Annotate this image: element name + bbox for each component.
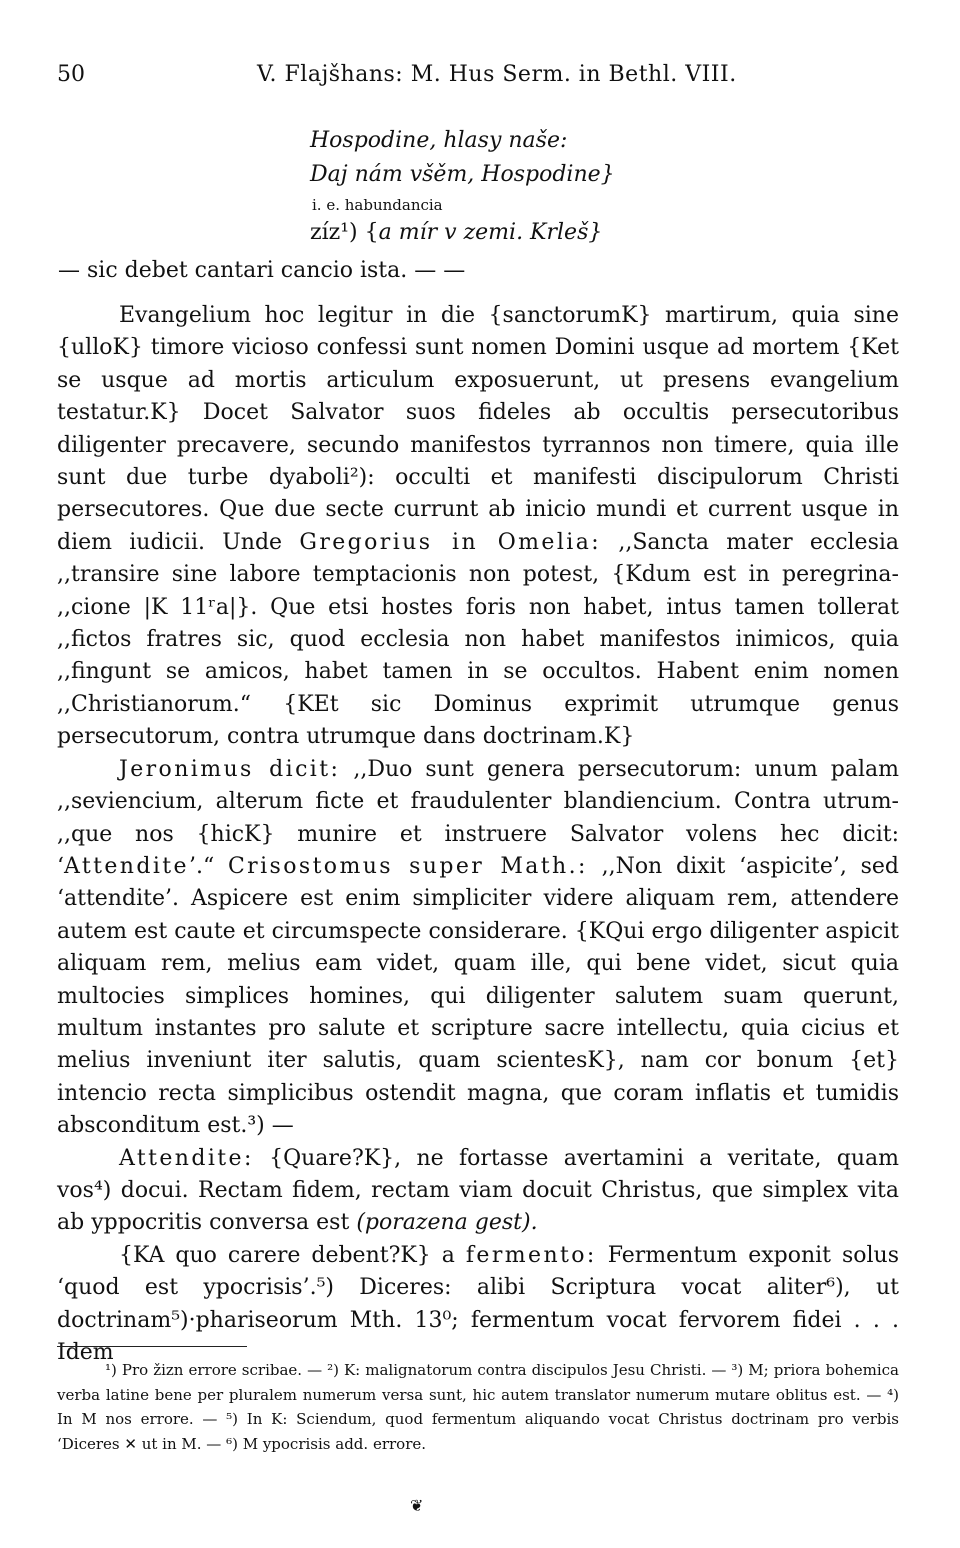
footnote-rule	[57, 1346, 247, 1347]
spaced-citation: Jeronimus dicit:	[119, 756, 341, 782]
verse-line-2: Daj nám všěm, Hospodine}	[310, 162, 615, 187]
spaced-lemma: Attendite	[64, 853, 189, 879]
paragraph-text: Evangelium hoc legitur in die {sanctorumK} martirum, quia sine {ulloK} timore vicioso confessi sunt nomen Domini usque ad mortem {Ket se usque ad mortis articulum exposuerunt, ut presens evangelium testatur.K} Docet Salvator suos fideles ab occultis persecutoribus diligenter precavere, secundo manifestos tyrrannos non timere, quia ille sunt due turbe dyaboli²): occulti et manifesti discipulorum Christi persecutores. Que due secte currunt ab inicio mundi et current usque in diem iudicii. Unde	[57, 303, 899, 555]
spaced-lemma: Attendite:	[119, 1145, 254, 1171]
ornament-mark: ❦	[410, 1496, 424, 1515]
paragraph-text: ,,Non dixit ‘aspicite’, sed ‘attendite’. Aspicere est enim simpliciter videre aliquam rem, attendere autem est caute et circumspecte considerare. {KQui ergo diligenter aspicit aliquam rem, melius eam videt, quam ille, qui bene videt, sicut quia multocies simplices homines, qui diligenter salutem suam querunt, multum instantes pro salute et scripture sacre intellectu, quia cicius et melius inveniunt iter salutis, quam scientesK}, nam cor bonum {et} intencio recta simplicibus ostendit magna, que coram inflatis et tumidis absconditum est.³) —	[57, 853, 900, 1139]
paragraph-2	[57, 754, 899, 1143]
paragraph-1	[57, 300, 899, 754]
main-text	[57, 300, 899, 1369]
running-header	[57, 62, 907, 96]
spaced-lemma: fermento:	[465, 1242, 597, 1268]
page-number: 50	[57, 62, 85, 87]
verse-closing: — sic debet cantari cancio ista. — —	[58, 258, 466, 283]
spaced-citation: Crisostomus super Math.:	[227, 853, 588, 879]
spaced-citation: Gregorius in Omelia:	[299, 529, 602, 555]
paragraph-text: ,,Duo sunt genera persecutorum: unum palam ,,seviencium, alterum ficte et fraudulenter blandiencium. Contra utrum- ,,que nos {hicK} munire et instruere Salvator volens hec dicit: ‘	[57, 756, 899, 879]
czech-gloss: (porazena gest).	[356, 1210, 538, 1236]
paragraph-text: ,,Sancta mater ecclesia ,,transire sine labore temptacionis non potest, {Kdum est in peregrina- ,,cione |K 11ʳa|}. Que etsi hostes foris non habet, intus tamen tollerat ,,fictos fratres sic, quod ecclesia non habet manifestos inimicos, quia ,,fingunt se amicos, habet tamen in se occultos. Habent enim nomen ,,Christianorum.“ {KEt sic Dominus exprimit utrumque genus persecutorum, contra utrumque dans doctrinam.K}	[57, 529, 900, 750]
verse-line-1: Hospodine, hlasy naše:	[310, 128, 568, 153]
paragraph-text: ’.“	[188, 853, 215, 879]
footnotes	[57, 1358, 899, 1456]
verse-line-3-prefix: zíz¹) {	[310, 220, 379, 245]
paragraph-text: {KA quo carere debent?K} a	[119, 1242, 455, 1268]
paragraph-text: {Quare?K}, ne fortasse avertamini a veritate, quam vos⁴) docui. Rectam fidem, rectam viam docuit Christus, que simplex vita ab yppocritis conversa est	[57, 1145, 900, 1236]
verse-line-3-text: a mír v zemi. Krleš}	[378, 220, 603, 245]
verse-gloss: i. e. habundancia	[312, 196, 443, 214]
running-title: V. Flajšhans: M. Hus Serm. in Bethl. VIII.	[257, 62, 737, 87]
verse-line-3	[310, 220, 602, 245]
paragraph-4	[57, 1240, 899, 1370]
paragraph-3	[57, 1143, 899, 1240]
paragraph-text: Fermentum exponit solus ‘quod est ypocrisis’.⁵) Diceres: alibi Scriptura vocat aliter⁶), ut doctrinam⁵)·phariseorum Mth. 13⁰; fermentum vocat fervorem fidei . . . Idem	[57, 1242, 900, 1365]
footnote-text: ¹) Pro žizn errore scribae. — ²) K: malignatorum contra discipulos Jesu Christi. — ³) M; priora bohemica verba latine bene per pluralem numerum versa sunt, hic autem translator numerum mutare oblitus est. — ⁴) In M nos errore. — ⁵) In K: Sciendum, quod fermentum aliquando vocat Christus doctrinam pro verbis ‘Diceres ✕ ut in M. — ⁶) M ypocrisis add. errore.	[57, 1361, 899, 1453]
